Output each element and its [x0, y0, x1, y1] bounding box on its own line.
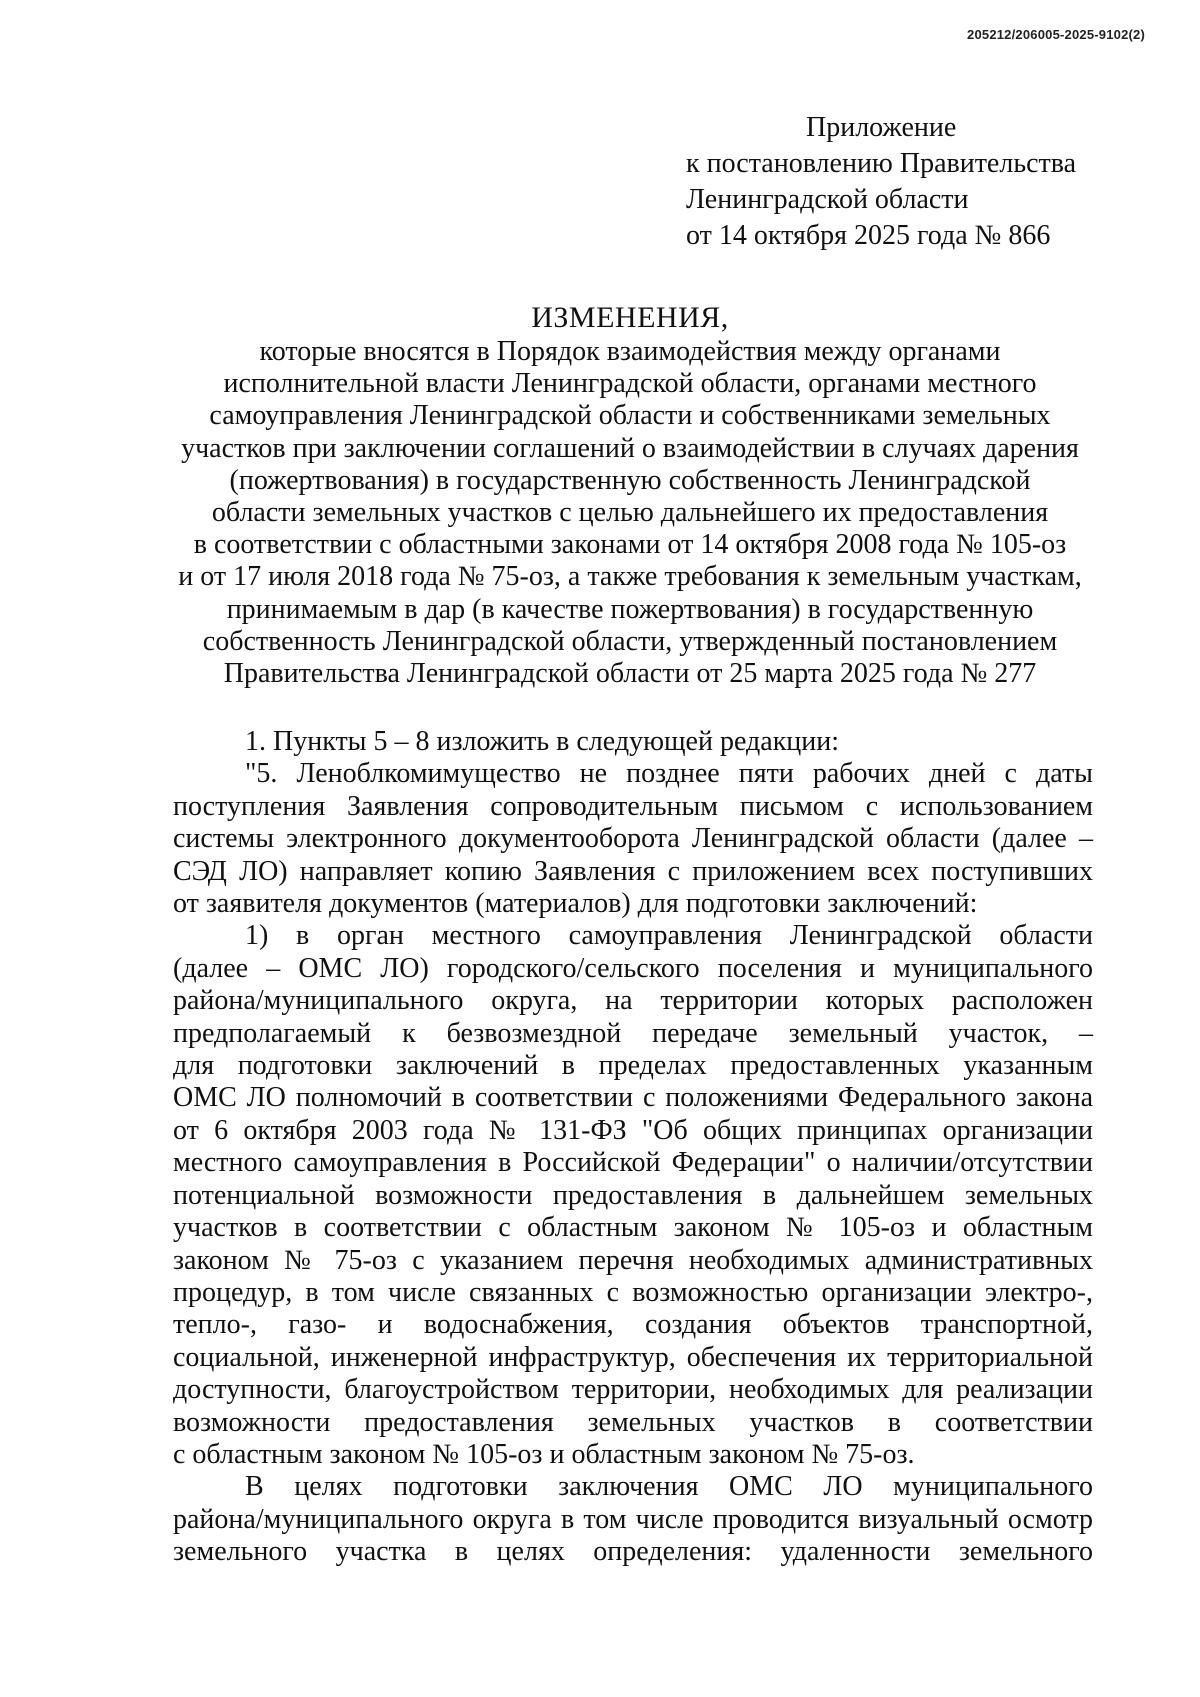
subtitle-line: Правительства Ленинградской области от 25 марта 2025 года № 277	[223, 658, 1037, 690]
paragraph-line: В целях подготовки заключения ОМС ЛО муниципального	[245, 1471, 1093, 1503]
subtitle-line: участков при заключении соглашений о взаимодействии в случаях дарения	[181, 432, 1079, 464]
paragraph-line: 1. Пункты 5 – 8 изложить в следующей редакции:	[245, 726, 840, 757]
subtitle-line: самоуправления Ленинградской области и собственниками земельных	[209, 400, 1051, 432]
appendix-header	[686, 110, 1126, 254]
subtitle-line: принимаемым в дар (в качестве пожертвования) в государственную	[226, 593, 1034, 625]
subtitle-line: и от 17 июля 2018 года № 75-оз, а также требования к земельным участкам,	[178, 561, 1082, 593]
paragraph-line: района/муниципального округа, на территории которых расположен	[173, 985, 1093, 1017]
item-1-paragraph	[173, 726, 1093, 758]
paragraph-line: законом № 75-оз с указанием перечня необходимых административных	[173, 1244, 1093, 1276]
subtitle-line: (пожертвования) в государственную собственность Ленинградской	[229, 464, 1031, 496]
paragraph-line: тепло-, газо- и водоснабжения, создания объектов транспортной,	[173, 1309, 1093, 1341]
paragraph-line: социальной, инженерной инфраструктур, обеспечения их территориальной	[173, 1341, 1093, 1373]
appendix-line: к постановлению Правительства	[686, 148, 1077, 179]
appendix-line: Ленинградской области	[686, 184, 969, 215]
document-title: ИЗМЕНЕНИЯ,	[531, 301, 729, 334]
paragraph-line: поступления Заявления сопроводительным письмом с использованием	[173, 790, 1093, 822]
document-body	[173, 726, 1093, 1569]
point-5-paragraph	[173, 758, 1093, 920]
paragraph-line: 1) в орган местного самоуправления Ленинградской области	[245, 920, 1093, 952]
visual-inspection-paragraph	[173, 1471, 1093, 1568]
subtitle-line: собственность Ленинградской области, утвержденный постановлением	[202, 625, 1058, 657]
paragraph-line: района/муниципального округа в том числе проводится визуальный осмотр	[173, 1503, 1093, 1535]
subtitle-line: в соответствии с областными законами от 14 октября 2008 года № 105-оз	[193, 529, 1067, 561]
paragraph-line: от 6 октября 2003 года № 131-ФЗ "Об общих принципах организации	[173, 1114, 1093, 1146]
document-subtitle	[160, 336, 1100, 690]
document-title-block	[160, 300, 1100, 690]
paragraph-line: предполагаемый к безвозмездной передаче земельный участок, –	[173, 1017, 1093, 1049]
paragraph-line: процедур, в том числе связанных с возможностью организации электро-,	[173, 1276, 1093, 1308]
paragraph-line: (далее – ОМС ЛО) городского/сельского поселения и муниципального	[173, 952, 1093, 984]
paragraph-line: местного самоуправления в Российской Федерации" о наличии/отсутствии	[173, 1147, 1093, 1179]
paragraph-line: доступности, благоустройством территории, необходимых для реализации	[173, 1374, 1093, 1406]
paragraph-line: участков в соответствии с областным законом № 105-оз и областным	[173, 1212, 1093, 1244]
subtitle-line: области земельных участков с целью дальнейшего их предоставления	[211, 497, 1049, 529]
subtitle-line: которые вносятся в Порядок взаимодействия между органами	[259, 336, 1001, 367]
subpoint-1-paragraph	[173, 920, 1093, 1471]
appendix-line: от 14 октября 2025 года № 866	[686, 220, 1051, 251]
paragraph-line: возможности предоставления земельных участков в соответствии	[173, 1406, 1093, 1438]
document-registration-number: 205212/206005-2025-9102(2)	[967, 27, 1145, 42]
paragraph-line: земельного участка в целях определения: удаленности земельного	[173, 1536, 1093, 1568]
paragraph-line: от заявителя документов (материалов) для подготовки заключений:	[173, 888, 978, 920]
paragraph-line: системы электронного документооборота Ленинградской области (далее –	[173, 823, 1093, 855]
paragraph-line: "5. Леноблкомимущество не позднее пяти рабочих дней с даты	[245, 758, 1093, 790]
paragraph-line: для подготовки заключений в пределах предоставленных указанным	[173, 1050, 1093, 1082]
paragraph-line: ОМС ЛО полномочий в соответствии с положениями Федерального закона	[173, 1082, 1093, 1114]
paragraph-line: с областным законом № 105-оз и областным законом № 75-оз.	[173, 1438, 915, 1470]
appendix-line: Приложение	[806, 112, 957, 143]
paragraph-line: СЭД ЛО) направляет копию Заявления с приложением всех поступивших	[173, 855, 1093, 887]
paragraph-line: потенциальной возможности предоставления в дальнейшем земельных	[173, 1179, 1093, 1211]
subtitle-line: исполнительной власти Ленинградской области, органами местного	[223, 368, 1037, 400]
